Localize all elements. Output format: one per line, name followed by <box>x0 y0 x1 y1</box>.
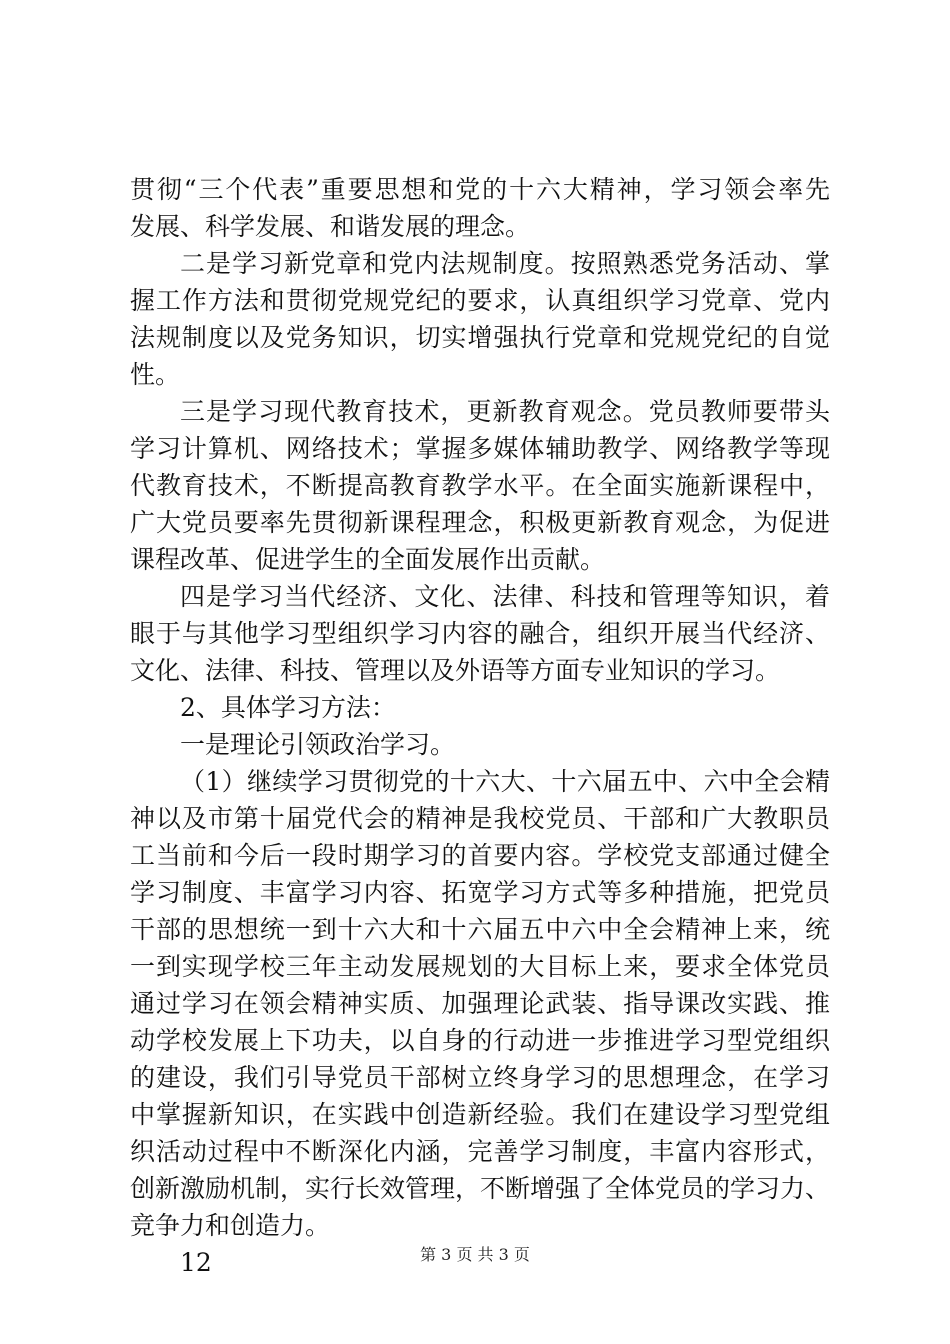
text-line: 学习制度、丰富学习内容、拓宽学习方式等多种措施，把党员 <box>130 878 830 907</box>
paragraph-start-line: 二是学习新党章和党内法规制度。按照熟悉党务活动、掌 <box>180 249 830 278</box>
document-body <box>130 171 830 1281</box>
text-line: 学习计算机、网络技术；掌握多媒体辅助教学、网络教学等现 <box>130 434 830 463</box>
text-line: 代教育技术，不断提高教育教学水平。在全面实施新课程中， <box>130 471 830 500</box>
text-line: 竞争力和创造力。 <box>130 1211 331 1240</box>
paragraph-start-line: （1）继续学习贯彻党的十六大、十六届五中、六中全会精 <box>180 767 830 796</box>
text-line: 工当前和今后一段时期学习的首要内容。学校党支部通过健全 <box>130 841 830 870</box>
page-number-text: 12 <box>180 1248 212 1277</box>
text-line: 广大党员要率先贯彻新课程理念，积极更新教育观念，为促进 <box>130 508 830 537</box>
paragraph-start-line: 三是学习现代教育技术，更新教育观念。党员教师要带头 <box>180 397 830 426</box>
text-line: 神以及市第十届党代会的精神是我校党员、干部和广大教职员 <box>130 804 830 833</box>
text-line: 发展、科学发展、和谐发展的理念。 <box>130 212 531 241</box>
text-line: 干部的思想统一到十六大和十六届五中六中全会精神上来，统 <box>130 915 830 944</box>
text-line: 贯彻“三个代表”重要思想和党的十六大精神，学习领会率先 <box>130 175 830 204</box>
text-line: 握工作方法和贯彻党规党纪的要求，认真组织学习党章、党内 <box>130 286 830 315</box>
page-footer <box>0 1245 950 1265</box>
text-line: 中掌握新知识，在实践中创造新经验。我们在建设学习型党组 <box>130 1100 830 1129</box>
text-line: 织活动过程中不断深化内涵，完善学习制度，丰富内容形式， <box>130 1137 830 1166</box>
text-line: 课程改革、促进学生的全面发展作出贡献。 <box>130 545 606 574</box>
section-heading: 2、具体学习方法： <box>180 693 396 722</box>
text-line: 眼于与其他学习型组织学习内容的融合，组织开展当代经济、 <box>130 619 830 648</box>
text-line: 创新激励机制，实行长效管理，不断增强了全体党员的学习力、 <box>130 1174 831 1203</box>
subsection-heading: 一是理论引领政治学习。 <box>180 730 456 759</box>
text-line: 文化、法律、科技、管理以及外语等方面专业知识的学习。 <box>130 656 781 685</box>
text-line: 的建设，我们引导党员干部树立终身学习的思想理念，在学习 <box>130 1063 830 1092</box>
text-line: 一到实现学校三年主动发展规划的大目标上来，要求全体党员 <box>130 952 830 981</box>
paragraph-start-line: 四是学习当代经济、文化、法律、科技和管理等知识，着 <box>180 582 830 611</box>
text-line: 性。 <box>130 360 181 389</box>
page-count-label: 第 3 页 共 3 页 <box>420 1245 530 1264</box>
text-line: 通过学习在领会精神实质、加强理论武装、指导课改实践、推 <box>130 989 830 1018</box>
text-line: 法规制度以及党务知识，切实增强执行党章和党规党纪的自觉 <box>130 323 830 352</box>
text-line: 动学校发展上下功夫，以自身的行动进一步推进学习型党组织 <box>130 1026 830 1055</box>
